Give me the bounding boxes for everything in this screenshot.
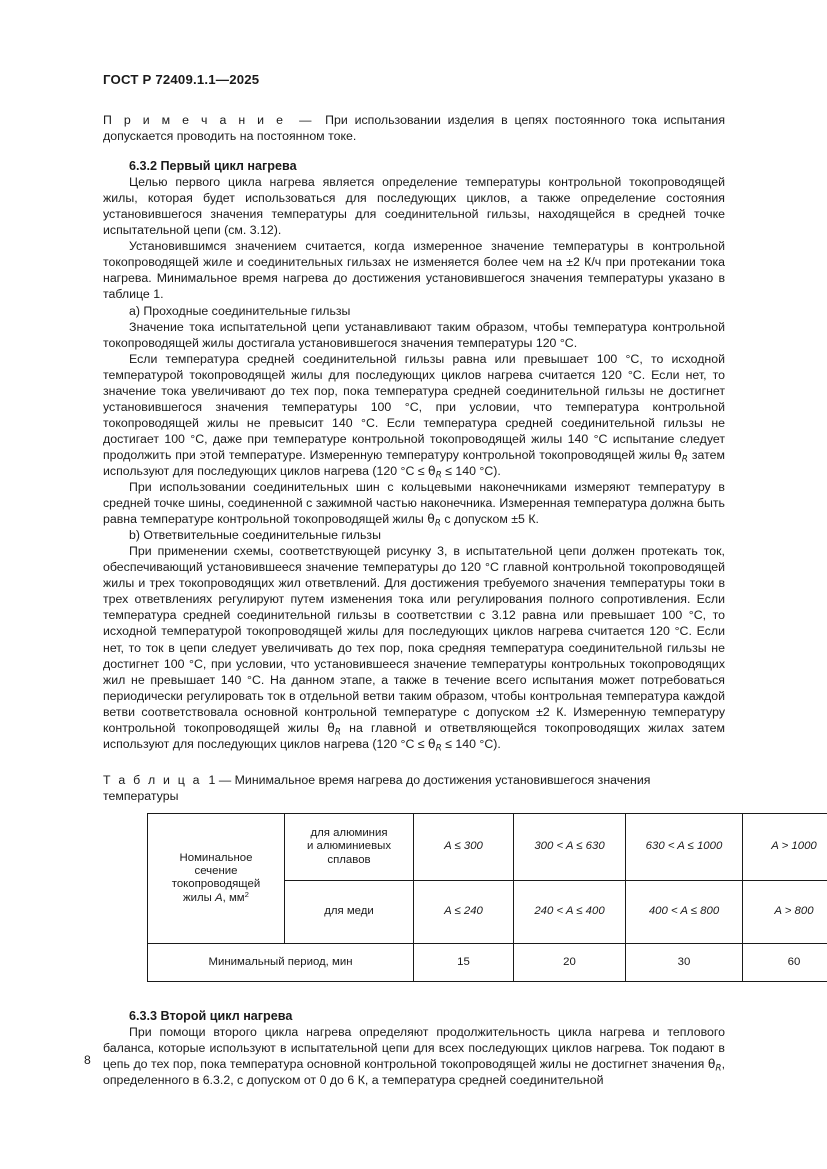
section-heading-6-3-3: 6.3.3 Второй цикл нагрева: [129, 1008, 293, 1023]
heating-time-table: [147, 813, 827, 982]
theta-symbol: $\theta_R$: [707, 1056, 722, 1074]
material-line-2: и алюминиевых: [306, 840, 392, 853]
table-cell-range: A ≤ 240: [414, 880, 514, 943]
theta-symbol: $\theta_R$: [327, 720, 341, 738]
table-cell-range: 400 < A ≤ 800: [626, 880, 743, 943]
material-line-3: сплавов: [327, 853, 371, 866]
row-header-line-2: сечение: [194, 864, 238, 877]
row-header-suffix: , мм: [222, 891, 245, 904]
table-caption-text: Минимальное время нагрева до достижения установившегося значения температуры: [103, 772, 651, 803]
table-caption-dash: —: [218, 772, 232, 787]
row-header-symbol-a: A: [215, 891, 223, 904]
paragraph-with-theta: При помощи второго цикла нагрева определяют продолжительность цикла нагрева и теплового баланса, которые используют в испытательной цепи для всех последующих циклов нагрева. Ток подают в цепь до тех пор, пока температура основной контрольной токопроводящей жилы не достигнет значения $\theta_R$, определенного в 6.3.2, с допуском от 0 до 6 К, а температура средней соединительной: [103, 1024, 725, 1088]
page-header-standard-id: ГОСТ Р 72409.1.1—2025: [103, 72, 260, 87]
section-heading-6-3-2: 6.3.2 Первый цикл нагрева: [129, 159, 297, 174]
spacer: [103, 144, 725, 158]
page-number: 8: [84, 1053, 91, 1067]
paragraph-with-theta: При применении схемы, соответствующей рисунку 3, в испытательной цепи должен протекать ток, обеспечивающий установившееся значение температуры до 120 °C главной контрольной токопроводящей жилы и трех токопроводящих жил ответвлений. Для достижения требуемого значения температуры токи в трех ответвлениях регулируют путем изменения тока или регулирования полного сопротивления. Если температура средней соединительной гильзы в соответствии с 3.12 равна или превышает 100 °C, то исходной температурой токопроводящей жилы для последующих циклов нагрева считается 120 °C. Если нет, то ток в цепи следует увеличивать до тех пор, пока средняя температура соединительной гильзы не достигнет 100 °C, при условии, что установившееся значение температуры контрольных токопроводящих жил не превышает 140 °C. На данном этапе, а также в течение всего испытания может потребоваться периодически регулировать ток в отдельной ветви таким образом, чтобы контрольная температура каждой ветви соответствовала основной контрольной температуре с допуском ±2 К. Измеренную температуру контрольной токопроводящей жилы $\theta_R$ на главной и ответвляющейся токопроводящих жилах затем используют для последующих циклов нагрева (120 $^\circ C \le \theta_R \le 140$ °C).: [103, 544, 725, 754]
table-row: [148, 943, 827, 981]
paragraph: a) Проходные соединительные гильзы: [129, 303, 351, 318]
table-cell-range: A ≤ 300: [414, 813, 514, 880]
table-number: 1: [208, 772, 216, 787]
material-line-1: для алюминия: [310, 826, 388, 839]
paragraph: Целью первого цикла нагрева является определение температуры контрольной токопроводящей жилы, которая будет использоваться для последующих циклов, а также определение состояния установившегося значения температуры для соединительной гильзы, находящейся в средней точке испытательной цепи (см. 3.12).: [103, 175, 725, 238]
theta-symbol: $\theta_R$: [428, 736, 442, 754]
table-row: [148, 813, 827, 880]
table-label: Т а б л и ц а: [103, 772, 202, 787]
paragraph-with-theta: При использовании соединительных шин с кольцевыми наконечниками измеряют температуру в средней точке шины, соединенной с зажимной частью наконечника. Измеренная температура должна быть равна температуре контрольной токопроводящей жилы $\theta_R$ с допуском ±5 К.: [103, 480, 725, 529]
table-row-header-nominal-section: [148, 813, 285, 943]
row-header-line-3: токопроводящей: [171, 878, 261, 891]
table-cell-material-aluminium: [285, 813, 414, 880]
paragraph-with-theta: Если температура средней соединительной гильзы равна или превышает 100 °C, то исходной температурой токопроводящей жилы для последующих циклов нагрева считается 120 °C. Если нет, то значение тока увеличивают до тех пор, пока температура средней соединительной гильзы не достигнет установившегося значения температуры 100 °C, при условии, что температура контрольной токопроводящей жилы не превысит 140 °C. Если температура средней соединительной гильзы не достигает 100 °C, даже при температуре контрольной токопроводящей жилы 140 °C испытание следует продолжить при этой температуре. Измеренную температуру контрольной токопроводящей жилы $\theta_R$ затем используют для последующих циклов нагрева (120 $^\circ C \le \theta_R \le 140$ °C).: [103, 351, 725, 481]
row-header-line-1: Номинальное: [179, 851, 253, 864]
table-cell-range: A > 800: [743, 880, 827, 943]
theta-symbol: $\theta_R$: [428, 463, 442, 481]
table-cell-minimum-period-label: Минимальный период, мин: [148, 943, 414, 981]
note-dash-wrap: [286, 113, 326, 127]
table-caption: [103, 752, 725, 804]
paragraph: Значение тока испытательной цепи устанавливают таким образом, чтобы температура контрольной токопроводящей жилы достигала установившегося значения температуры 120 °C.: [103, 319, 725, 350]
table-cell-range: 240 < A ≤ 400: [514, 880, 626, 943]
row-header-line-4: [151, 889, 281, 905]
table-cell-period-value: 60: [743, 943, 827, 981]
row-header-superscript: 2: [244, 889, 249, 899]
theta-symbol: $\theta_R$: [674, 447, 688, 465]
material-line-1: для меди: [324, 905, 374, 918]
row-header-prefix: жилы: [183, 891, 216, 904]
paragraph: Установившимся значением считается, когда измеренное значение температуры в контрольной токопроводящей жиле и соединительных гильзах не изменяется более чем на ±2 К/ч при протекании тока нагрева. Минимальное время нагрева до достижения установившегося значения температуры указано в таблице 1.: [103, 239, 725, 302]
page-body: [103, 112, 817, 1088]
table-cell-period-value: 20: [514, 943, 626, 981]
table-cell-range: A > 1000: [743, 813, 827, 880]
table-cell-material-copper: [285, 880, 414, 943]
table-cell-period-value: 30: [626, 943, 743, 981]
table-cell-range: 630 < A ≤ 1000: [626, 813, 743, 880]
note-paragraph: [103, 112, 725, 144]
note-label: П р и м е ч а н и е: [103, 113, 286, 127]
note-dash: —: [299, 113, 312, 127]
table-cell-range: 300 < A ≤ 630: [514, 813, 626, 880]
table-cell-period-value: 15: [414, 943, 514, 981]
theta-symbol: $\theta_R$: [427, 512, 441, 529]
note-text: При использовании изделия в цепях постоянного тока испытания допускается проводить на постоянном токе.: [103, 113, 726, 144]
paragraph: b) Ответвительные соединительные гильзы: [129, 528, 381, 543]
